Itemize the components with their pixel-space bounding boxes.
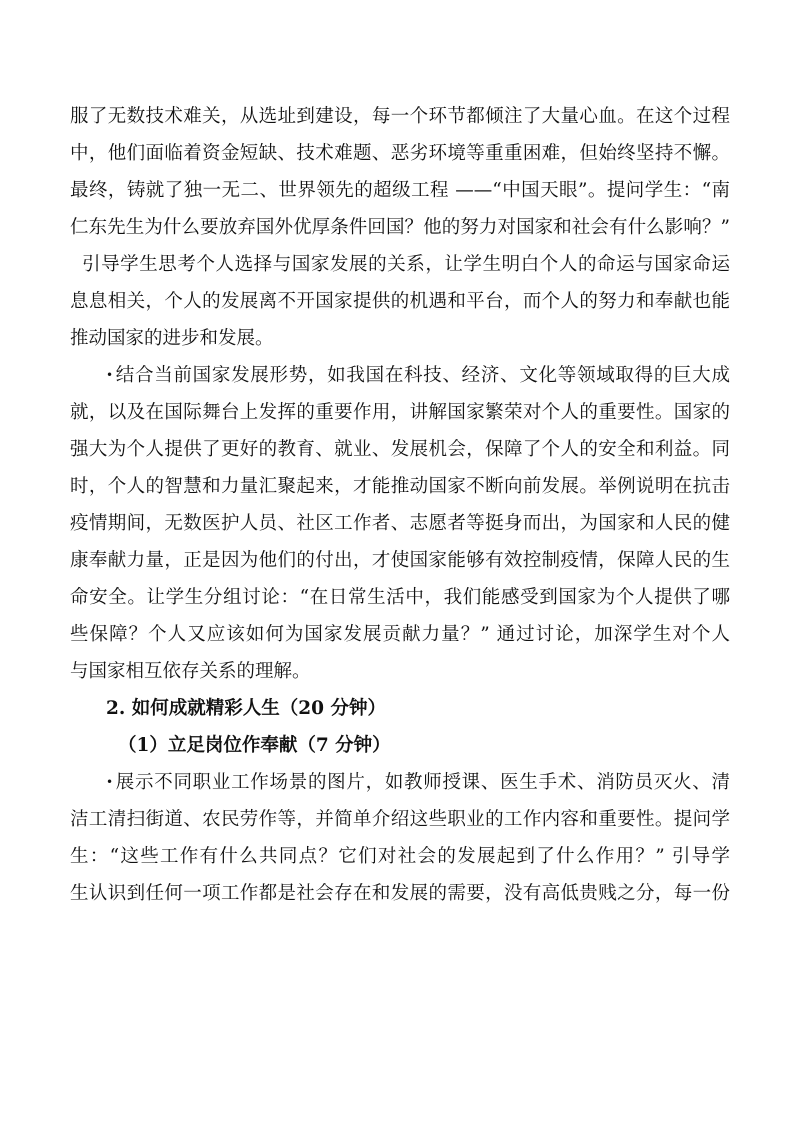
- paragraph-3-line-1-text: 结合当前国家发展形势，如我国在科技、经济、文化等领域取得的巨大成: [115, 365, 730, 386]
- paragraph-4-line-2: 洁工清扫街道、农民劳作等，并简单介绍这些职业的工作内容和重要性。提问学: [70, 809, 730, 830]
- paragraph-4-line-3: 生：“这些工作有什么共同点？它们对社会的发展起到了什么作用？” 引导学: [70, 846, 730, 867]
- paragraph-1-line-4: 仁东先生为什么要放弃国外优厚条件回国？他的努力对国家和社会有什么影响？”: [70, 217, 730, 238]
- paragraph-3-line-7: 命安全。让学生分组讨论：“在日常生活中，我们能感受到国家为个人提供了哪: [70, 587, 730, 608]
- paragraph-4-line-1-text: 展示不同职业工作场景的图片，如教师授课、医生手术、消防员灭火、清: [115, 772, 730, 793]
- paragraph-2-line-3: 推动国家的进步和发展。: [70, 328, 274, 349]
- bullet-icon: •: [106, 368, 114, 382]
- paragraph-1-line-2: 中，他们面临着资金短缺、技术难题、恶劣环境等重重困难，但始终坚持不懈。: [70, 143, 730, 164]
- paragraph-3-line-8: 些保障？个人又应该如何为国家发展贡献力量？” 通过讨论，加深学生对个人: [70, 624, 730, 645]
- paragraph-4-line-1: [70, 764, 730, 801]
- paragraph-3-line-3: 强大为个人提供了更好的教育、就业、发展机会，保障了个人的安全和利益。同: [70, 439, 730, 460]
- paragraph-3-line-5: 疫情期间，无数医护人员、社区工作者、志愿者等挺身而出，为国家和人民的健: [70, 513, 730, 534]
- paragraph-3-line-9: 与国家相互依存关系的理解。: [70, 661, 311, 682]
- bullet-icon: •: [106, 775, 114, 789]
- paragraph-4-line-4: 生认识到任何一项工作都是社会存在和发展的需要，没有高低贵贱之分，每一份: [70, 883, 730, 904]
- paragraph-3-line-4: 时，个人的智慧和力量汇聚起来，才能推动国家不断向前发展。举例说明在抗击: [70, 476, 730, 497]
- paragraph-2-line-2: 息息相关，个人的发展离不开国家提供的机遇和平台，而个人的努力和奉献也能: [70, 291, 730, 312]
- subsection-heading: （1）立足岗位作奉献（7 分钟）: [118, 735, 391, 756]
- document-body: [70, 98, 730, 912]
- paragraph-1-line-1: 服了无数技术难关，从选址到建设，每一个环节都倾注了大量心血。在这个过程: [70, 106, 730, 127]
- section-heading: 2. 如何成就精彩人生（20 分钟）: [106, 698, 386, 719]
- paragraph-3-line-1: [70, 357, 730, 394]
- paragraph-3-line-2: 就，以及在国际舞台上发挥的重要作用，讲解国家繁荣对个人的重要性。国家的: [70, 402, 730, 423]
- paragraph-1-line-3: 最终，铸就了独一无二、世界领先的超级工程 ——“中国天眼”。提问学生：“南: [70, 180, 730, 201]
- paragraph-3-line-6: 康奉献力量，正是因为他们的付出，才使国家能够有效控制疫情，保障人民的生: [70, 550, 730, 571]
- paragraph-2-line-1: 引导学生思考个人选择与国家发展的关系，让学生明白个人的命运与国家命运: [82, 254, 730, 275]
